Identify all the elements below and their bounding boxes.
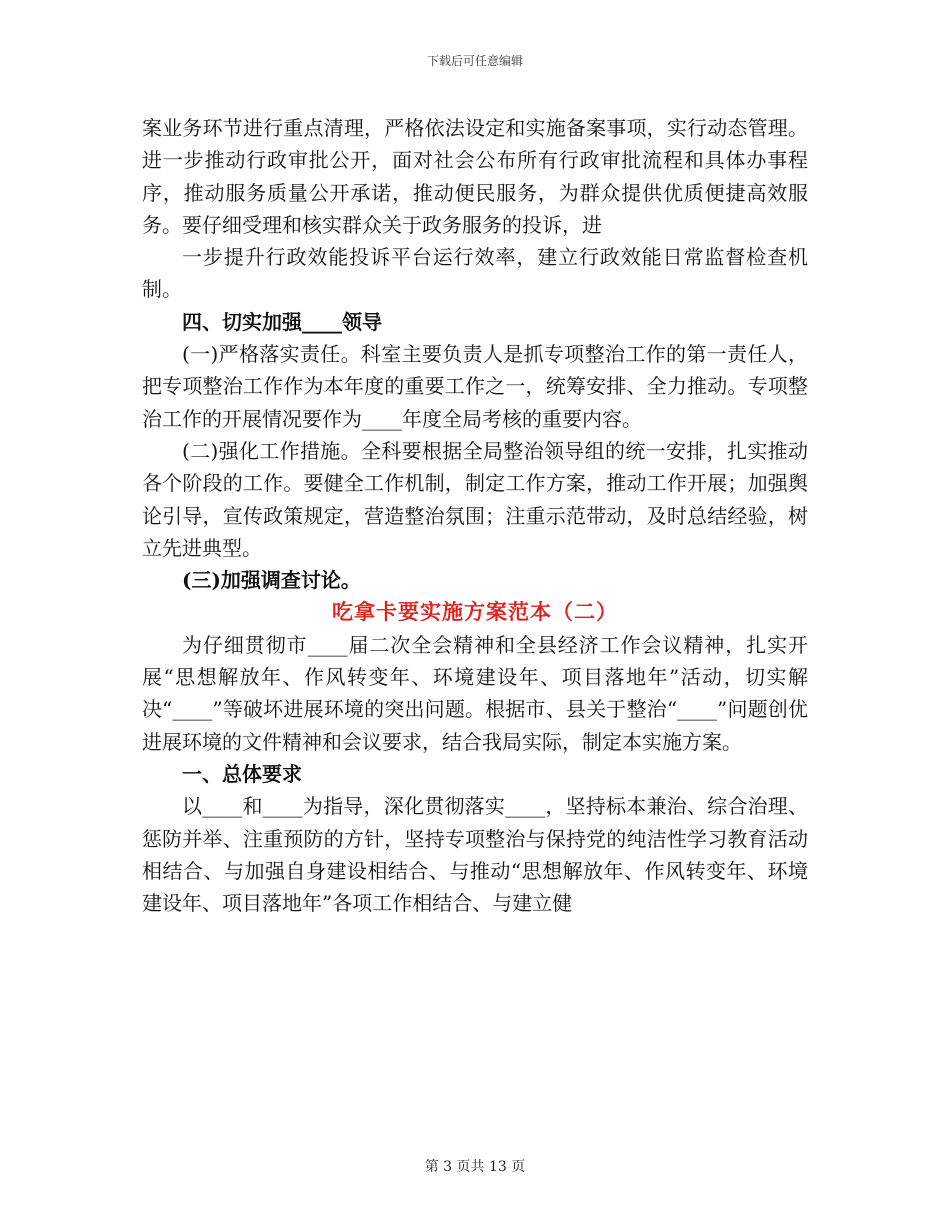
paragraph-efficiency: 一步提升行政效能投诉平台运行效率，建立行政效能日常监督检查机制。 <box>142 245 808 302</box>
document-body <box>142 112 808 919</box>
subsection-heading-3: (三)加强调查讨论。 <box>182 568 361 593</box>
page-footer: 第 3 页共 13 页 <box>424 1159 526 1175</box>
paragraph-continuation: 案业务环节进行重点清理，严格依法设定和实施备案事项，实行动态管理。进一步推动行政审批公开，面对社会公布所有行政审批流程和具体办事程序，推动服务质量公开承诺，推动便民服务，为群众提供优质便捷高效服务。要仔细受理和核实群众关于政务服务的投诉，进 <box>142 116 808 237</box>
paragraph-requirements: 以____和____为指导，深化贯彻落实____，坚持标本兼治、综合治理、惩防并举、注重预防的方针，坚持专项整治与保持党的纯洁性学习教育活动相结合、与加强自身建设相结合、与推动“思想解放年、作风转变年、环境建设年、项目落地年”各项工作相结合、与建立健 <box>142 794 808 916</box>
document-title: 吃拿卡要实施方案范本（二） <box>332 599 618 625</box>
paragraph-intro: 为仔细贯彻市____届二次全会精神和全县经济工作会议精神，扎实开展“思想解放年、作风转变年、环境建设年、项目落地年”活动，切实解决“____”等破坏进展环境的突出问题。根据市、县关于整治“____”问题创优进展环境的文件精神和会议要求，结合我局实际，制定本实施方案。 <box>142 632 808 754</box>
section-heading-4: 四、切实加强____领导 <box>182 309 382 334</box>
section-heading-1: 一、总体要求 <box>182 761 302 786</box>
paragraph-measures: (二)强化工作措施。全科要根据全局整治领导组的统一安排，扎实推动各个阶段的工作。要健全工作机制，制定工作方案，推动工作开展；加强舆论引导，宣传政策规定，营造整治氛围；注重示范带动，及时总结经验，树立先进典型。 <box>142 438 808 560</box>
page-header: 下载后可任意编辑 <box>426 54 523 68</box>
paragraph-responsibility: (一)严格落实责任。科室主要负责人是抓专项整治工作的第一责任人，把专项整治工作作为本年度的重要工作之一，统筹安排、全力推动。专项整治工作的开展情况要作为____年度全局考核的重要内容。 <box>142 342 808 431</box>
